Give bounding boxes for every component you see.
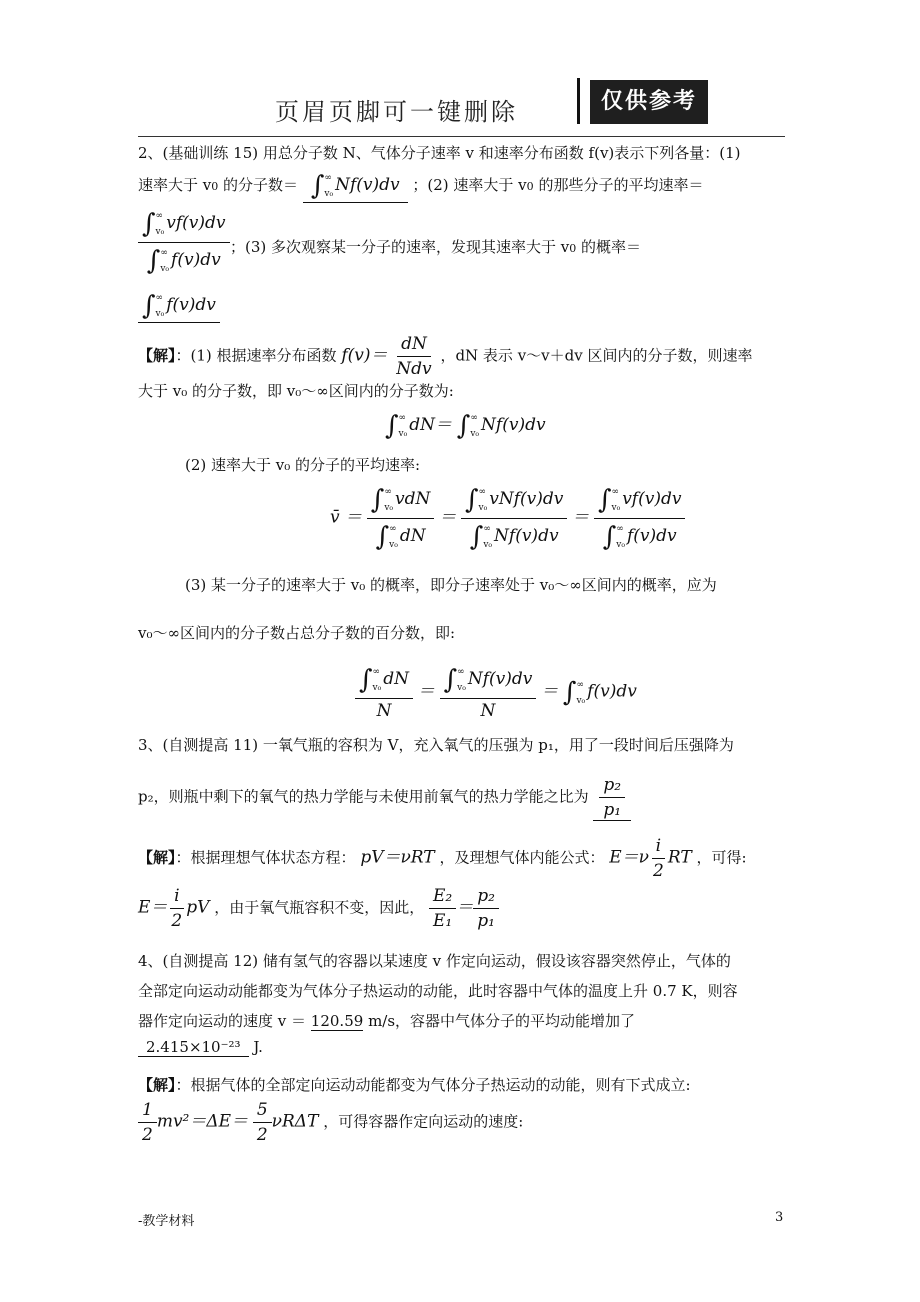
solution-2-part3b: v₀～∞区间内的分子数占总分子数的百分数，即: xyxy=(138,624,456,642)
solution-2-line2: 大于 v₀ 的分子数，即 v₀～∞区间内的分子数为: xyxy=(138,382,454,400)
answer-2-3: ∫ ∞ v₀ f(v)dv xyxy=(138,290,220,323)
problem-4-line3: 器作定向运动的速度 v ＝ 120.59 m/s，容器中气体分子的平均动能增加了 xyxy=(138,1012,636,1030)
answer-4-1: 120.59 xyxy=(310,1012,364,1030)
answer-4-2: 2.415×10⁻²³ xyxy=(138,1038,249,1057)
problem-4-line4: 2.415×10⁻²³ J. xyxy=(138,1038,263,1056)
problem-2-line2: 速率大于 v0 的分子数＝ ∫ ∞ v₀ Nf(v)dv ；(2) 速率大于 v0 的那些分子的平均速率＝ xyxy=(138,171,704,201)
header-text: 页眉页脚可一键删除 xyxy=(275,98,518,126)
equation-2-2: v̄ ＝ ∫ ∞ v₀ vdN ∫ ∞ v₀ dN ＝ ∫ ∞ v₀ vNf(v)dv ∫ ∞ v₀ Nf(v)dv ＝ ∫ ∞ v₀ vf(v)dv ∫ ∞ v₀ f(v)dv xyxy=(330,484,685,553)
solution-2-part3a: (3) 某一分子的速率大于 v₀ 的概率，即分子速率处于 v₀～∞区间内的概率，应为 xyxy=(185,576,717,594)
equation-2-3: ∫ ∞ v₀ dN N ＝ ∫ ∞ v₀ Nf(v)dv N ＝ ∫ ∞ v₀ f(v)dv xyxy=(355,664,637,721)
problem-3-line1: 3、(自测提高 11) 一氧气瓶的容积为 V，充入氧气的压强为 p₁，用了一段时间后压强降为 xyxy=(138,736,734,754)
solution-3-line1: 【解】：根据理想气体状态方程： pV＝νRT ，及理想气体内能公式： E＝ν $\frac{i}{2}$ RT ，可得: xyxy=(138,836,747,881)
equation-2-1: ∫ ∞ v₀ dN＝ ∫ ∞ v₀ Nf(v)dv xyxy=(385,411,546,441)
problem-2-line1: 2、(基础训练 15) 用总分子数 N、气体分子速率 v 和速率分布函数 f(v)表示下列各量：(1) xyxy=(138,144,741,162)
page-header xyxy=(0,70,920,132)
answer-2-1: ∫ ∞ v₀ Nf(v)dv xyxy=(303,170,408,203)
page-number: 3 xyxy=(775,1210,784,1225)
problem-4-line2: 全部定向运动动能都变为气体分子热运动的动能，此时容器中气体的温度上升 0.7 K，则容 xyxy=(138,982,738,1000)
header-rule xyxy=(138,136,785,137)
problem-2-line3: ；(3) 多次观察某一分子的速率，发现其速率大于 v0 的概率＝ xyxy=(230,238,642,256)
problem-4-line1: 4、(自测提高 12) 储有氢气的容器以某速度 v 作定向运动，假设该容器突然停止，气体的 xyxy=(138,952,731,970)
answer-2-2: ∫ ∞ v₀ vf(v)dv ∫ ∞ v₀ f(v)dv xyxy=(138,208,230,277)
reference-stamp: 仅供参考 xyxy=(590,80,708,124)
answer-3: $\frac{\text{p₂}}{\text{p₁}}$ xyxy=(593,775,631,821)
solution-3-line2: E＝ $\frac{i}{2}$ pV ，由于氧气瓶容积不变，因此， $\frac{\text{E₂}}{\text{E₁}}$ ＝ $\frac{\text{p₂}}{\text{p₁}}$ xyxy=(138,886,499,931)
footer-label: -教学材料 xyxy=(138,1214,195,1229)
problem-3-line2: p₂，则瓶中剩下的氧气的热力学能与未使用前氧气的热力学能之比为 $\frac{\text{p₂}}{\text{p₁}}$ xyxy=(138,775,631,821)
header-divider xyxy=(577,78,580,124)
solution-2-line1: 【解】：(1) 根据速率分布函数 f(v)＝ $\frac{dN}{\text{Ndv}}$ ，dN 表示 v～v＋dv 区间内的分子数，则速率 xyxy=(138,334,753,379)
solution-4-line2: $\frac{1}{2}$ mv²＝ΔE＝ $\frac{5}{2}$ νRΔT ，可得容器作定向运动的速度: xyxy=(138,1100,523,1145)
solution-4-line1: 【解】：根据气体的全部定向运动动能都变为气体分子热运动的动能，则有下式成立: xyxy=(138,1076,691,1094)
solution-2-part2: (2) 速率大于 v₀ 的分子的平均速率: xyxy=(185,456,421,474)
